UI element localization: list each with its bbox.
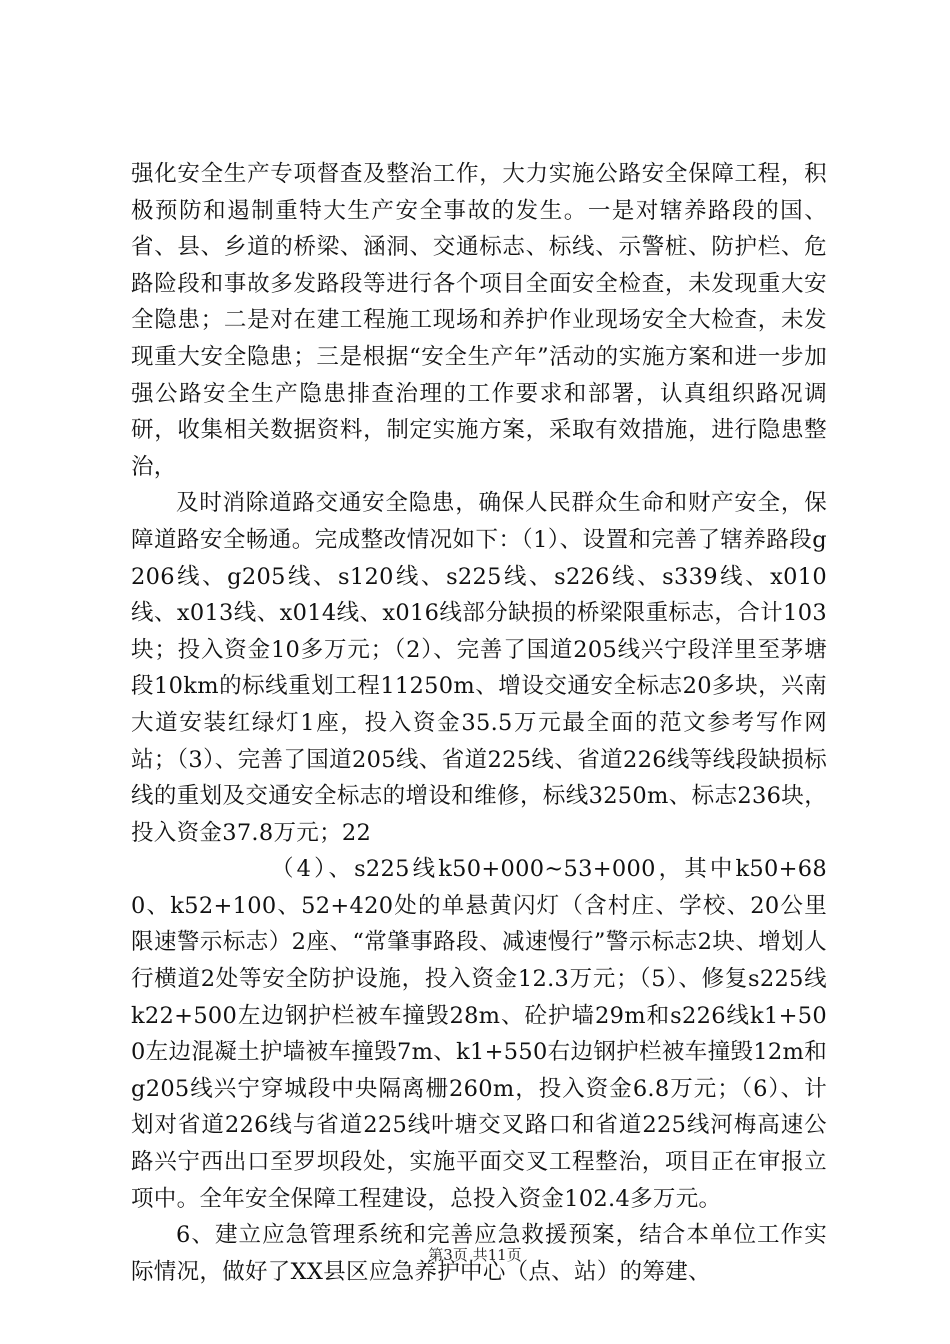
page-footer: 第3页 共11页 xyxy=(428,1246,522,1264)
paragraph-safety-inspection: 强化安全生产专项督查及整治工作，大力实施公路安全保障工程，积极预防和遏制重特大生产安全事故的发生。一是对辖养路段的国、省、县、乡道的桥梁、涵洞、交通标志、标线、示警桩、防护栏、危路险段和事故多发路段等进行各个项目全面安全检查，未发现重大安全隐患；二是对在建工程施工现场和养护作业现场安全大检查，未发现重大安全隐患；三是根据“安全生产年”活动的实施方案和进一步加强公路安全生产隐患排查治理的工作要求和部署，认真组织路况调研，收集相关数据资料，制定实施方案，采取有效措施，进行隐患整治， xyxy=(131,161,827,480)
document-body xyxy=(131,156,827,1290)
paragraph-safety-facilities: （4）、s225线k50+000~53+000，其中k50+680、k52+100、52+420处的单悬黄闪灯（含村庄、学校、20公里限速警示标志）2座、“常肇事路段、减速慢行”警示标志2块、增划人行横道2处等安全防护设施，投入资金12.3万元；（5）、修复s225线k22+500左边钢护栏被车撞毁28m、砼护墙29m和s226线k1+500左边混凝土护墙被车撞毁7m、k1+550右边钢护栏被车撞毁12m和g205线兴宁穿城段中央隔离栅260m，投入资金6.8万元；（6）、计划对省道226线与省道225线叶塘交叉路口和省道225线河梅高速公路兴宁西出口至罗坝段处，实施平面交叉工程整治，项目正在审报立项中。全年安全保障工程建设，总投入资金102.4多万元。 xyxy=(131,856,827,1212)
paragraph-rectification-status: 及时消除道路交通安全隐患，确保人民群众生命和财产安全，保障道路安全畅通。完成整改情况如下：（1）、设置和完善了辖养路段g206线、g205线、s120线、s225线、s226线、s339线、x010线、x013线、x014线、x016线部分缺损的桥梁限重标志，合计103块；投入资金10多万元；（2）、完善了国道205线兴宁段洋里至茅塘段10km的标线重划工程11250m、增设交通安全标志20多块，兴南大道安装红绿灯1座，投入资金35.5万元最全面的范文参考写作网站；（3）、完善了国道205线、省道225线、省道226线等线段缺损标线的重划及交通安全标志的增设和维修，标线3250m、标志236块，投入资金37.8万元；22 xyxy=(131,490,827,846)
paragraph-emergency-management: 6、建立应急管理系统和完善应急救援预案，结合本单位工作实际情况，做好了XX县区应急养护中心（点、站）的筹建、 xyxy=(131,1222,827,1285)
